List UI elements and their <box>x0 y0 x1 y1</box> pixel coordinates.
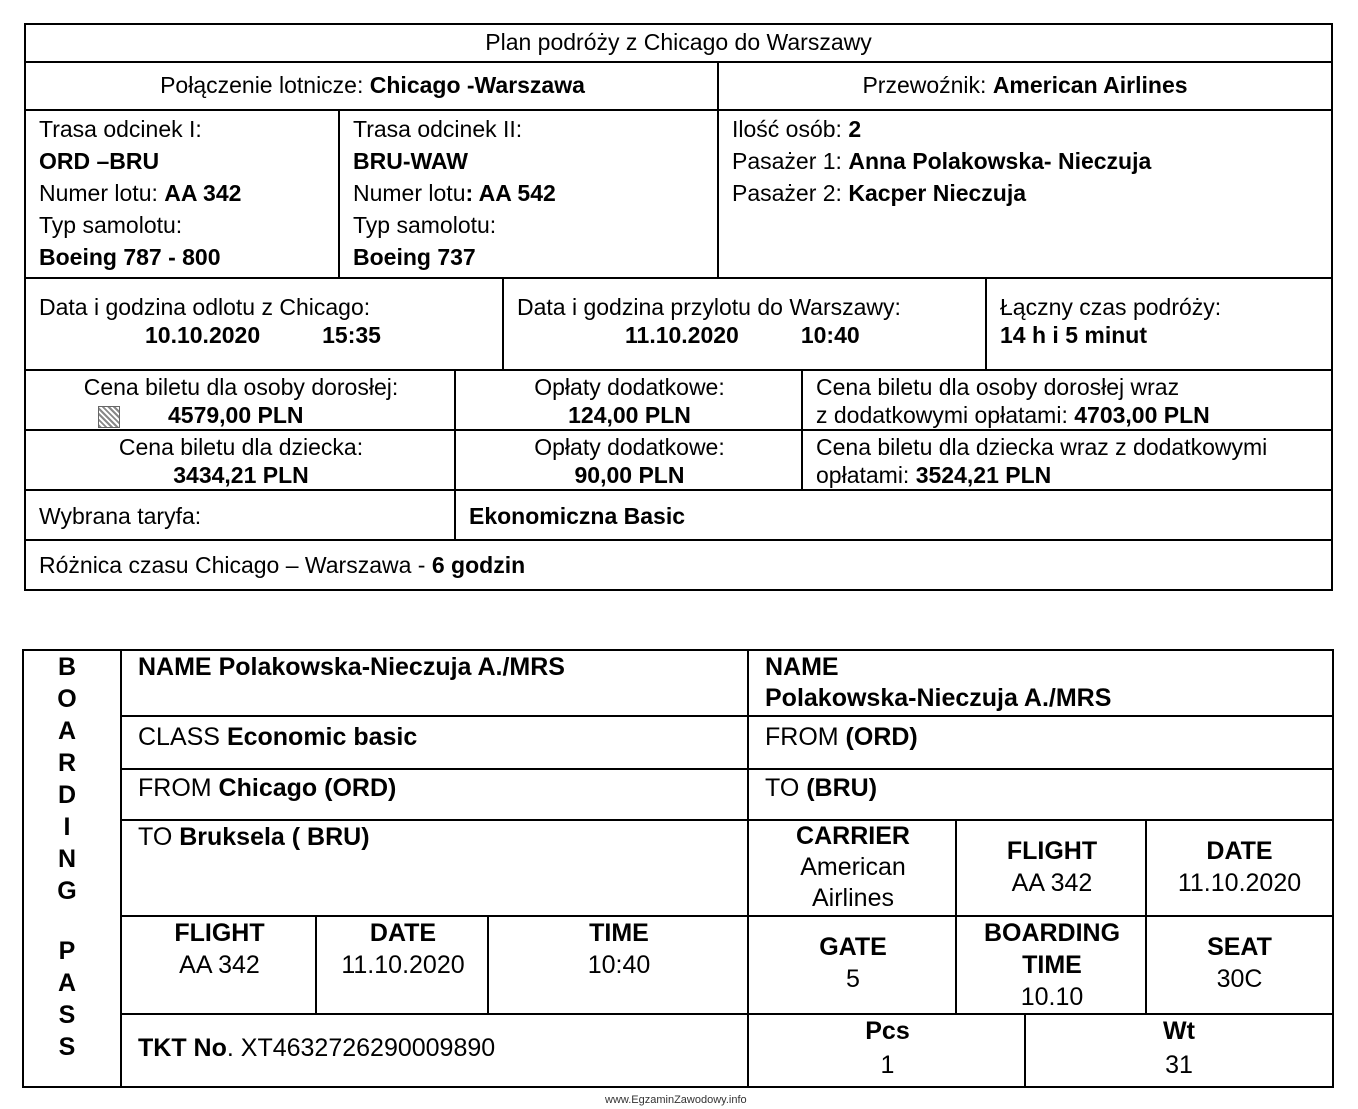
fare-label-cell <box>26 489 456 541</box>
class-value: Economic basic <box>226 723 418 751</box>
total-time-value: 14 h i 5 minut <box>1000 322 1147 348</box>
stub-boarding-label2: TIME <box>1022 951 1082 979</box>
plan-title: Plan podróży z Chicago do Warszawy <box>485 29 872 55</box>
vertical-letter: S <box>58 1033 76 1061</box>
footer-watermark: www.EgzaminZawodowy.info <box>605 1094 747 1106</box>
child-price-label: Cena biletu dla dziecka: <box>118 434 364 460</box>
flight-value: AA 342 <box>179 951 260 979</box>
departure-time: 15:35 <box>322 322 381 348</box>
vertical-letter: G <box>57 877 77 905</box>
main-from-row <box>120 768 749 821</box>
stub-name-row <box>747 651 1332 717</box>
child-total-cell <box>801 429 1331 489</box>
vertical-letter <box>24 908 110 936</box>
leg2-title: Trasa odcinek II: <box>353 116 523 142</box>
leg1-route: ORD –BRU <box>39 148 160 174</box>
child-fees-cell <box>454 429 803 489</box>
adult-total-line2: z dodatkowymi opłatami: <box>816 402 1075 428</box>
fare-value: Ekonomiczna Basic <box>469 503 686 529</box>
fare-value-cell <box>454 489 1331 541</box>
leg2-flight-value: : AA 542 <box>465 180 556 206</box>
adult-price-cell <box>26 369 456 429</box>
stub-carrier-line2: Airlines <box>812 884 894 912</box>
leg2-cell <box>338 109 719 279</box>
stub-flight-cell <box>955 819 1147 917</box>
stub-carrier-cell <box>747 819 957 917</box>
stub-date-value: 11.10.2020 <box>1177 869 1302 897</box>
stub-date-cell <box>1145 819 1332 917</box>
time-label: TIME <box>589 919 649 947</box>
adult-price-value: 4579,00 PLN <box>168 402 304 428</box>
carrier-value: American Airlines <box>992 72 1188 98</box>
to-label: TO <box>138 823 180 851</box>
boarding-pass <box>22 649 1334 1088</box>
stub-gate-value: 5 <box>846 965 860 993</box>
ticket-row <box>120 1013 749 1086</box>
stub-boarding-time-cell <box>955 915 1147 1015</box>
departure-date: 10.10.2020 <box>145 322 261 348</box>
arrival-label: Data i godzina przylotu do Warszawy: <box>517 294 901 320</box>
leg2-route: BRU-WAW <box>353 148 468 174</box>
child-price-cell <box>26 429 456 489</box>
child-total-line1: Cena biletu dla dziecka wraz z dodatkowymi <box>816 434 1268 460</box>
fare-label: Wybrana taryfa: <box>39 503 202 529</box>
main-time-cell <box>487 915 749 1015</box>
total-time-cell <box>985 277 1331 369</box>
departure-label: Data i godzina odlotu z Chicago: <box>39 294 371 320</box>
adult-fees-cell <box>454 369 803 429</box>
connection-value: Chicago -Warszawa <box>369 72 585 98</box>
child-total-value: 3524,21 PLN <box>915 462 1052 488</box>
arrival-date: 11.10.2020 <box>625 322 739 348</box>
stub-date-label: DATE <box>1206 837 1273 865</box>
leg1-flight-value: AA 342 <box>164 180 242 206</box>
class-label: CLASS <box>138 723 227 751</box>
main-to-row <box>120 819 749 917</box>
carrier-cell <box>717 61 1331 109</box>
child-fees-label: Opłaty dodatkowe: <box>534 434 725 460</box>
stub-pcs-cell <box>747 1013 1026 1086</box>
adult-fees-value: 124,00 PLN <box>568 402 691 428</box>
stub-wt-cell <box>1024 1013 1332 1086</box>
arrival-cell <box>502 277 987 369</box>
departure-cell <box>26 277 504 369</box>
main-class-row <box>120 715 749 770</box>
stub-gate-label: GATE <box>819 933 887 961</box>
leg1-flight-label: Numer lotu: <box>39 180 165 206</box>
stub-from-label: FROM <box>765 723 846 751</box>
leg1-title: Trasa odcinek I: <box>39 116 202 142</box>
adult-total-line1: Cena biletu dla osoby dorosłej wraz <box>816 374 1180 400</box>
leg1-plane-label: Typ samolotu: <box>39 212 183 238</box>
connection-label: Połączenie lotnicze: <box>160 72 370 98</box>
timediff-label: Różnica czasu Chicago – Warszawa - <box>39 552 432 578</box>
vertical-letter: R <box>57 749 77 777</box>
name-value: Polakowska-Nieczuja A./MRS <box>218 653 565 681</box>
time-value: 10:40 <box>587 951 651 979</box>
vertical-letter: A <box>57 717 77 745</box>
travel-plan-table <box>24 23 1333 591</box>
stub-to-label: TO <box>765 774 807 802</box>
main-name-row <box>120 651 749 717</box>
stub-carrier-label: CARRIER <box>796 822 910 850</box>
stub-boarding-value: 10.10 <box>1020 983 1084 1011</box>
child-fees-value: 90,00 PLN <box>574 462 685 488</box>
pax2-label: Pasażer 2: <box>732 180 849 206</box>
stub-from-row <box>747 715 1332 770</box>
adult-total-value: 4703,00 PLN <box>1074 402 1210 428</box>
vertical-letter: I <box>63 813 71 841</box>
adult-fees-label: Opłaty dodatkowe: <box>534 374 725 400</box>
stub-name-label: NAME <box>765 653 839 681</box>
qr-code-icon <box>98 406 120 428</box>
total-time-label: Łączny czas podróży: <box>1000 294 1222 320</box>
leg2-flight-label: Numer lotu <box>353 180 466 206</box>
leg2-plane-label: Typ samolotu: <box>353 212 497 238</box>
leg2-plane-value: Boeing 737 <box>353 244 476 270</box>
date-value: 11.10.2020 <box>341 951 465 979</box>
adult-price-label: Cena biletu dla osoby dorosłej: <box>83 374 399 400</box>
stub-to-value: (BRU) <box>806 774 878 802</box>
name-label: NAME <box>138 653 219 681</box>
stub-flight-label: FLIGHT <box>1006 837 1098 865</box>
pax2-value: Kacper Nieczuja <box>848 180 1027 206</box>
pax1-value: Anna Polakowska- Nieczuja <box>848 148 1152 174</box>
stub-seat-cell <box>1145 915 1332 1015</box>
vertical-letters <box>24 652 110 1064</box>
stub-carrier-line1: American <box>800 853 906 881</box>
date-label: DATE <box>369 919 437 947</box>
to-value: Bruksela ( BRU) <box>179 823 370 851</box>
vertical-letter: N <box>57 845 77 873</box>
passengers-cell <box>717 109 1331 279</box>
people-label: Ilość osób: <box>732 116 849 142</box>
from-label: FROM <box>138 774 219 802</box>
vertical-letter: B <box>57 653 77 681</box>
carrier-label: Przewoźnik: <box>862 72 993 98</box>
stub-pcs-value: 1 <box>880 1051 895 1079</box>
stub-to-row <box>747 768 1332 821</box>
vertical-letter: P <box>58 937 76 965</box>
timediff-cell <box>26 539 1331 589</box>
vertical-letter: O <box>57 685 77 713</box>
main-date-cell <box>315 915 489 1015</box>
flight-label: FLIGHT <box>174 919 265 947</box>
vertical-letter: S <box>58 1001 76 1029</box>
timediff-value: 6 godzin <box>431 552 526 578</box>
child-total-line2: opłatami: <box>816 462 916 488</box>
stub-seat-value: 30C <box>1216 965 1263 993</box>
stub-name-value: Polakowska-Nieczuja A./MRS <box>765 684 1112 712</box>
vertical-letter: A <box>57 969 77 997</box>
stub-pcs-label: Pcs <box>865 1017 910 1045</box>
stub-flight-value: AA 342 <box>1011 869 1093 897</box>
main-flight-cell <box>120 915 317 1015</box>
pax1-label: Pasażer 1: <box>732 148 849 174</box>
from-value: Chicago (ORD) <box>218 774 397 802</box>
child-price-value: 3434,21 PLN <box>173 462 309 488</box>
connection-cell <box>26 61 719 109</box>
stub-boarding-label1: BOARDING <box>983 919 1121 947</box>
people-value: 2 <box>848 116 862 142</box>
adult-total-cell <box>801 369 1331 429</box>
stub-gate-cell <box>747 915 957 1015</box>
leg1-cell <box>26 109 340 279</box>
stub-wt-value: 31 <box>1165 1051 1193 1079</box>
ticket-label: TKT No <box>138 1034 227 1062</box>
stub-wt-label: Wt <box>1163 1017 1195 1045</box>
stub-from-value: (ORD) <box>845 723 918 751</box>
arrival-time: 10:40 <box>800 322 860 348</box>
boarding-pass-vertical-label <box>24 651 120 1086</box>
ticket-value: . XT4632726290009890 <box>226 1034 496 1062</box>
stub-seat-label: SEAT <box>1207 933 1272 961</box>
leg1-plane-value: Boeing 787 - 800 <box>39 244 221 270</box>
vertical-letter: D <box>57 781 77 809</box>
